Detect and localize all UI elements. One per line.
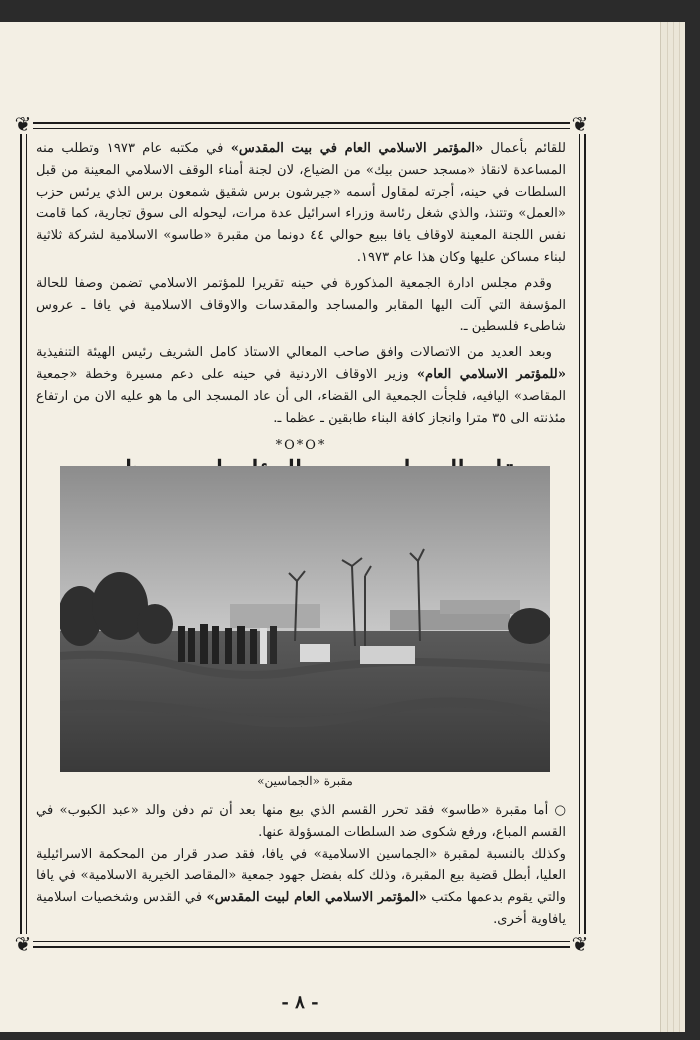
paragraph-text: وزير الاوقاف الاردنية في حينه على دعم مسيرة وخطة «جمعية المقاصد» اليافيه، فلجأت الجمعية الى القضاء، الى أن عاد المسجد الى ما هو عليه الان من ارتفاع مئذنته الى ٣٥ مترا وانجاز كافة البناء طابقين ـ عظما ـ. bbox=[36, 366, 566, 426]
paragraph-text: في القدس وشخصيات اسلامية يافاوية أخرى. bbox=[36, 890, 566, 927]
paragraph-text: للقائم بأعمال bbox=[483, 141, 566, 156]
corner-ornament-icon: ❦ bbox=[571, 932, 589, 956]
paragraph-text: وقدم مجلس ادارة الجمعية المذكورة في حينه تقريرا للمؤتمر الاسلامي تضمن وصفا للحالة المؤسفة التي آلت اليها المقابر والمساجد والمقدسات والاوقاف الاسلامية في يافا ـ عروس شاطىء فلسطين ـ. bbox=[36, 275, 566, 335]
cemetery-photo bbox=[60, 466, 550, 772]
paragraph-text: وكذلك بالنسبة لمقبرة «الجماسين الاسلامية» في يافا، فقد صدر قرار من المحكمة الاسرائيلية العليا، أبطل قضية بيع المقبرة، وذلك كله بفضل جهود جمعية «المقاصد الخيرية الاسلامية» في يافا والتي يقوم بدعمها مكتب bbox=[36, 846, 566, 906]
corner-ornament-icon: ❦ bbox=[14, 932, 32, 956]
article-body-top bbox=[36, 138, 566, 493]
photo-caption: مقبرة «الجماسين» bbox=[257, 774, 353, 788]
page-binding-edge bbox=[660, 22, 685, 1032]
bold-text: «المؤتمر الاسلامي العام في بيت المقدس» bbox=[230, 141, 484, 156]
bold-text: «المؤتمر الاسلامي العام لبيت المقدس» bbox=[206, 890, 427, 906]
paragraph-text: ○ أما مقبرة «طاسو» فقد تحرر القسم الذي بيع منها بعد أن تم دفن والد «عبد الكبوب» في القسم المباع، ورفع شكوى ضد السلطات المسؤولة عنها. bbox=[36, 803, 566, 840]
page-number: - ٨ - bbox=[281, 992, 319, 1013]
section-ornament: *O*O* bbox=[275, 438, 327, 454]
paragraph bbox=[36, 138, 566, 269]
paragraphs-bottom bbox=[36, 800, 566, 931]
paragraph bbox=[36, 800, 566, 844]
paragraph bbox=[36, 273, 566, 338]
paragraph-text: في مكتبه عام ١٩٧٣ وتطلب منه المساعدة لانقاذ «مسجد حسن بيك» من الضياع، لان لجنة أمناء الوقف الاسلامي المعينة من قبل السلطات في حينه، أجرته لمقاول أسمه «جيرشون برس شقيق شمعون برس الذي يرئس حزب «العمل» وتتنذ، والذي شغل رئاسة وزراء اسرائيل عدة مرات، ليحوله الى سوق تجارية، كما قامت نفس اللجنة المعينة لاوقاف يافا ببيع حوالي ٤٤ دونما من مقبرة «طاسو» الاسلامية لشركة ثلاثية لبناء مساكن عليها وكان هذا عام ١٩٧٣. bbox=[36, 141, 567, 265]
paragraphs-top bbox=[36, 138, 566, 429]
cemetery-photo-image bbox=[60, 466, 550, 772]
corner-ornament-icon: ❦ bbox=[571, 112, 589, 136]
bold-text: «للمؤتمر الاسلامي العام» bbox=[416, 366, 566, 382]
corner-ornament-icon: ❦ bbox=[14, 112, 32, 136]
paragraph bbox=[36, 342, 566, 429]
paragraph bbox=[36, 844, 566, 931]
paragraph-text: وبعد العديد من الاتصالات وافق صاحب المعالي الاستاذ كامل الشريف رئيس الهيئة التنفيذية bbox=[36, 345, 552, 361]
article-body-bottom bbox=[36, 800, 566, 931]
